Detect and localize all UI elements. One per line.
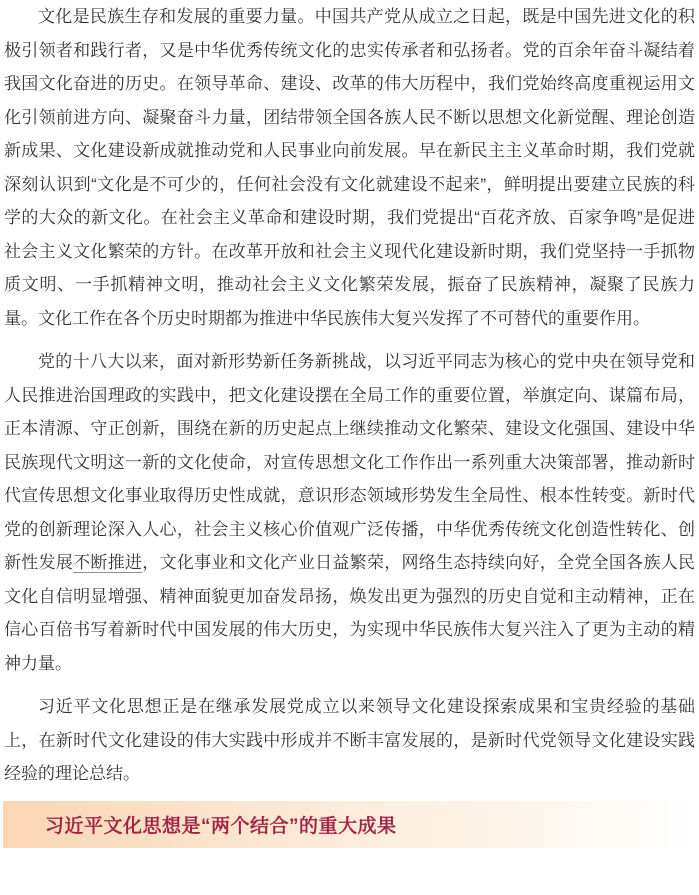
paragraph: 习近平文化思想正是在继承发展党成立以来领导文化建设探索成果和宝贵经验的基础上，在新时代文化建设的伟大实践中形成并不断丰富发展的，是新时代党领导文化建设实践经验的理论总结。 xyxy=(4,697,695,783)
section-heading-title: 习近平文化思想是“两个结合”的重大成果 xyxy=(45,815,397,837)
underlined-phrase: 不断推进 xyxy=(73,553,143,572)
paragraph: 党的十八大以来，面对新形势新任务新挑战，以习近平同志为核心的党中央在领导党和人民推进治国理政的实践中，把文化建设摆在全局工作的重要位置，举旗定向、谋篇布局，正本清源、守正创新，围绕在新的历史起点上继续推动文化繁荣、建设文化强国、建设中华民族现代文明这一新的文化使命，对宣传思想文化工作作出一系列重大决策部署，推动新时代宣传思想文化事业取得历史性成就，意识形态领域形势发生全局性、根本性转变。新时代党的创新理论深入人心，社会主义核心价值观广泛传播，中华优秀传统文化创造性转化、创新性发展不断推进，文化事业和文化产业日益繁荣，网络生态持续向好，全党全国各族人民文化自信明显增强、精神面貌更加奋发昂扬，焕发出更为强烈的历史自觉和主动精神，正在信心百倍书写着新时代中国发展的伟大历史，为实现中华民族伟大复兴注入了更为主动的精神力量。 xyxy=(4,352,696,673)
section-heading-banner xyxy=(3,801,696,848)
article-body xyxy=(4,0,695,791)
paragraph: 文化是民族生存和发展的重要力量。中国共产党从成立之日起，既是中国先进文化的积极引领者和践行者，又是中华优秀传统文化的忠实传承者和弘扬者。党的百余年奋斗凝结着我国文化奋进的历史。在领导革命、建设、改革的伟大历程中，我们党始终高度重视运用文化引领前进方向、凝聚奋斗力量，团结带领全国各族人民不断以思想文化新觉醒、理论创造新成果、文化建设新成就推动党和人民事业向前发展。早在新民主主义革命时期，我们党就深刻认识到“文化是不可少的，任何社会没有文化就建设不起来”，鲜明提出要建立民族的科学的大众的新文化。在社会主义革命和建设时期，我们党提出“百花齐放、百家争鸣”是促进社会主义文化繁荣的方针。在改革开放和社会主义现代化建设新时期，我们党坚持一手抓物质文明、一手抓精神文明，推动社会主义文化繁荣发展，振奋了民族精神，凝聚了民族力量。文化工作在各个历史时期都为推进中华民族伟大复兴发挥了不可替代的重要作用。 xyxy=(4,7,695,328)
